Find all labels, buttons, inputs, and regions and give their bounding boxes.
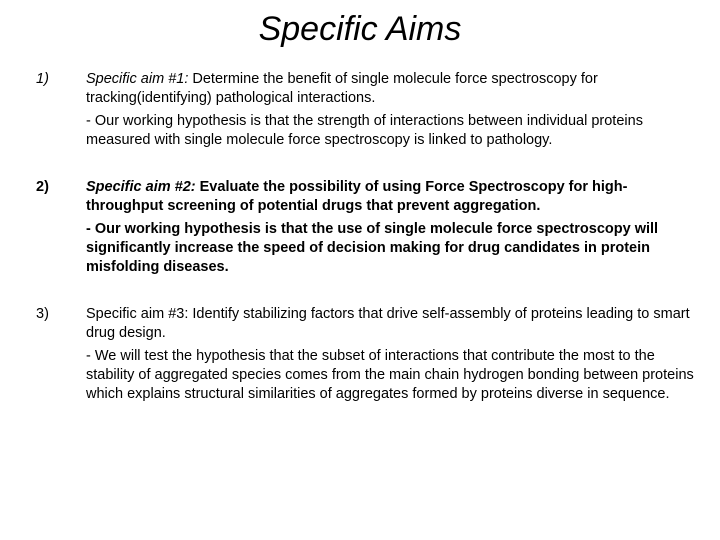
aim-label: Specific aim #3: — [86, 306, 189, 322]
aim-number: 3) — [36, 306, 49, 322]
aim-statement — [86, 305, 696, 343]
aim-hypothesis: - We will test the hypothesis that the subset of interactions that contribute the most to the stability of aggregated species comes from the main chain hydrogen bonding between proteins which explains structural similarities of aggregates formed by proteins diverse in sequence. — [86, 348, 694, 402]
aim-body — [86, 178, 696, 277]
aim-number: 1) — [36, 71, 49, 87]
aim-text: Identify stabilizing factors that drive self-assembly of proteins leading to smart drug design. — [86, 306, 690, 341]
aim-number: 2) — [36, 179, 49, 195]
aim-hypothesis: - Our working hypothesis is that the use of single molecule force spectroscopy will significantly increase the speed of decision making for drug candidates in protein misfolding diseases. — [86, 221, 659, 275]
aim-label: Specific aim #2: — [86, 179, 196, 195]
aim-statement — [86, 70, 696, 108]
aim-text: Determine the benefit of single molecule force spectroscopy for tracking(identifying) pathological interactions. — [86, 71, 598, 106]
aim-statement — [86, 178, 696, 216]
page-title: Specific Aims — [258, 10, 462, 48]
aim-text: Evaluate the possibility of using Force Spectroscopy for high-throughput screening of potential drugs that prevent aggregation. — [86, 179, 628, 214]
aim-body — [86, 70, 696, 150]
aim-hypothesis: - Our working hypothesis is that the strength of interactions between individual proteins measured with single molecule force spectroscopy is linked to pathology. — [86, 113, 643, 148]
aim-label: Specific aim #1: — [86, 71, 189, 87]
aim-body — [86, 305, 696, 404]
